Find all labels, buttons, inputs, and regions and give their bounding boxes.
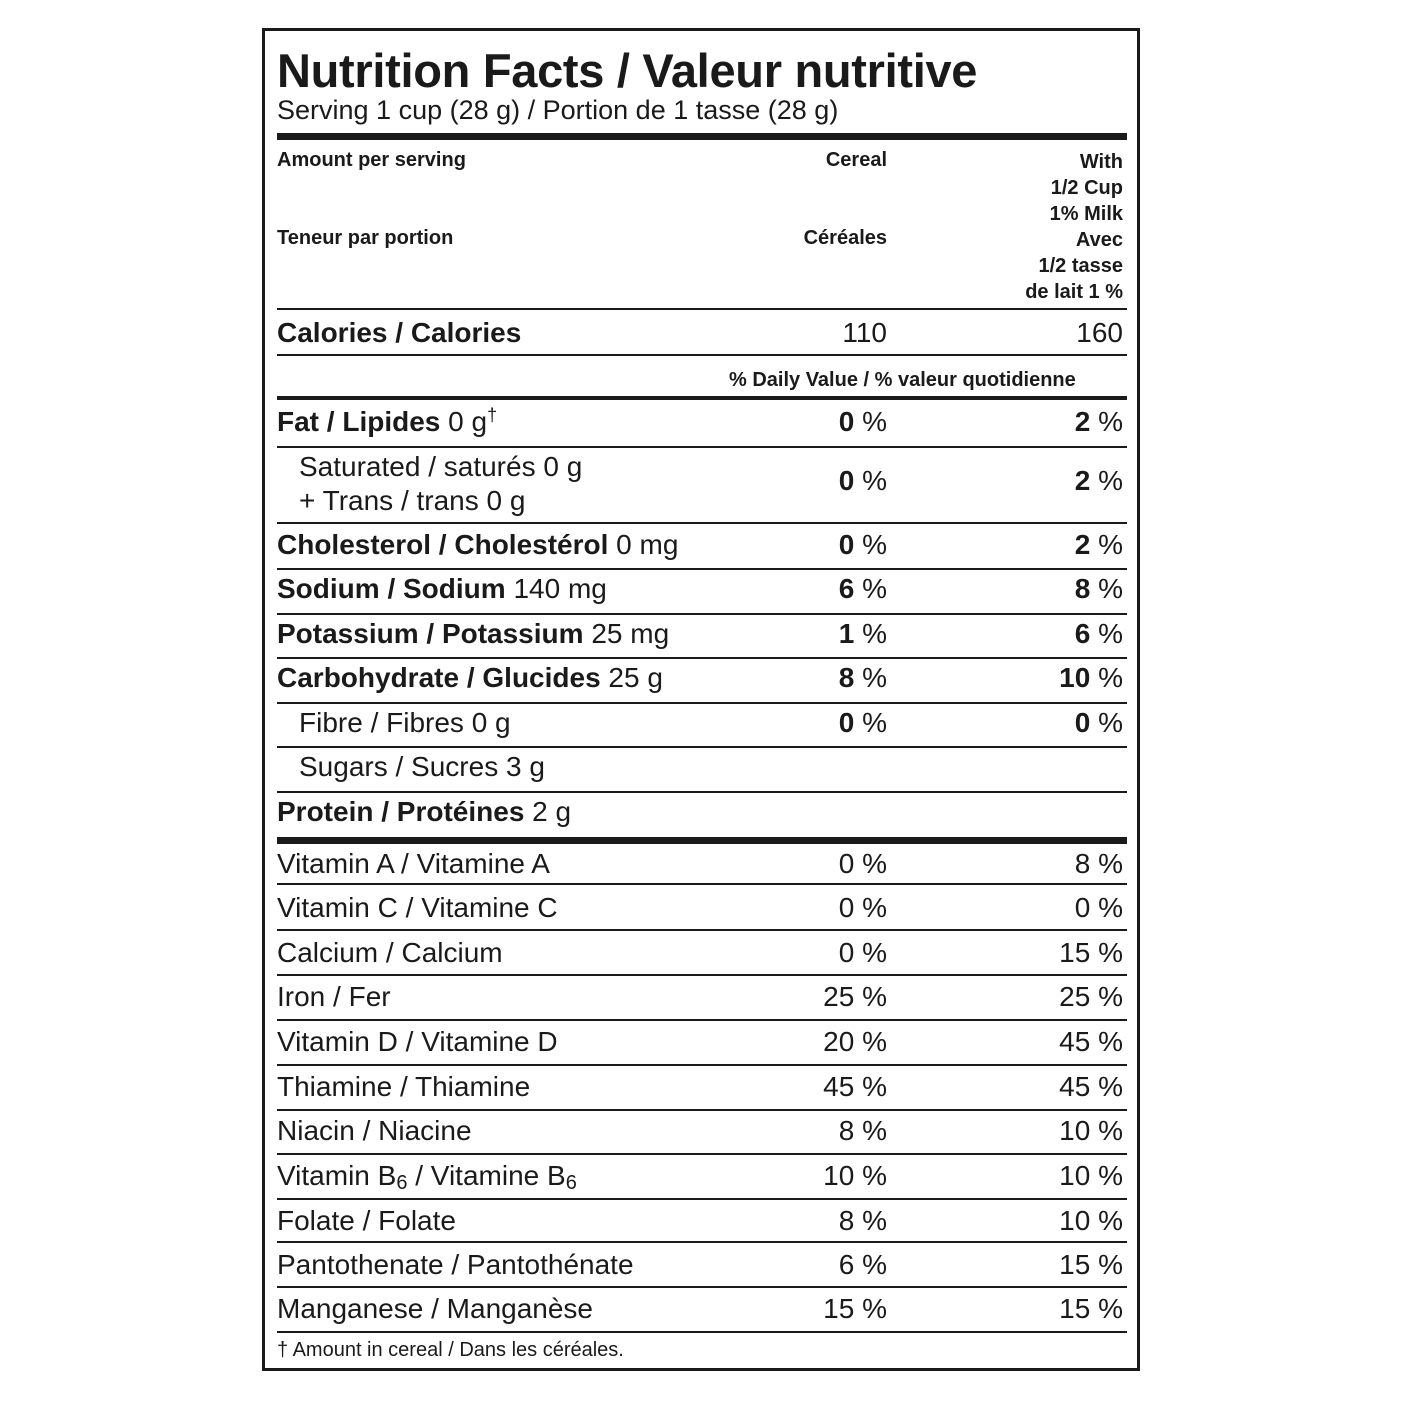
amount-per-serving-fr: Teneur par portion [277,227,454,249]
divider [277,522,1127,524]
vitamin-label: Pantothenate / Pantothénate [277,1249,634,1280]
nutrient-amount: 25 g [600,662,663,693]
vitamin-label [277,1160,577,1192]
nutrient-label: Cholesterol / Cholestérol [277,529,609,560]
milk-dv: 10 % [1059,1115,1123,1146]
milk-dv: 8 % [1074,848,1123,879]
footnote: † Amount in cereal / Dans les céréales. [277,1339,624,1361]
divider [277,1064,1127,1066]
dagger-mark: † [487,405,498,425]
divider [277,1109,1127,1111]
milk-dv: 8 [1074,573,1091,604]
vitamin-label: Vitamin D / Vitamine D [277,1026,558,1057]
serving-size: Serving 1 cup (28 g) / Portion de 1 tasse (28 g) [277,95,839,125]
percent-sign: % [1090,529,1123,560]
col-header-milk-line: de lait 1 % [1025,281,1123,303]
cereal-dv: 8 [838,662,855,693]
cereal-dv: 6 [838,573,855,604]
cereal-dv: 6 % [838,1249,887,1280]
daily-value-header: % Daily Value / % valeur quotidienne [729,369,1076,391]
vitamin-label: Thiamine / Thiamine [277,1071,531,1102]
label-title: Nutrition Facts / Valeur nutritive [277,44,978,97]
col-header-milk-line: With [1079,151,1123,173]
milk-dv: 2 [1074,529,1091,560]
divider [277,746,1127,748]
nutrient-amount: 2 g [524,796,572,827]
vitamin-label: Manganese / Manganèse [277,1293,593,1324]
thick-divider [277,837,1127,844]
percent-sign: % [854,707,887,738]
subscript: 6 [565,1172,577,1194]
percent-sign: % [854,573,887,604]
divider [277,613,1127,615]
percent-sign: % [1090,573,1123,604]
amount-per-serving-en: Amount per serving [277,149,466,171]
percent-sign: % [1090,618,1123,649]
cereal-dv: 1 [838,618,855,649]
col-header-with-milk [1025,149,1123,305]
vitamin-label: Niacin / Niacine [277,1115,472,1146]
cereal-dv: 0 [838,707,855,738]
subscript: 6 [396,1172,408,1194]
percent-sign: % [854,618,887,649]
divider [277,1286,1127,1288]
cereal-dv: 0 [838,406,855,437]
vitamin-label-part: / Vitamine B [407,1160,566,1191]
divider [277,702,1127,704]
milk-dv: 0 % [1074,892,1123,923]
vitamin-label-part: Vitamin B [277,1160,397,1191]
vitamin-label: Folate / Folate [277,1205,456,1236]
col-header-milk-line: Avec [1075,229,1123,251]
nutrient-label: Carbohydrate / Glucides [277,662,601,693]
cereal-dv: 8 % [838,1115,887,1146]
vitamin-label: Iron / Fer [277,981,391,1012]
milk-dv: 2 [1074,465,1091,496]
cereal-dv: 25 % [823,981,887,1012]
vitamin-label: Vitamin A / Vitamine A [277,848,550,879]
divider [277,308,1127,310]
divider [277,1019,1127,1021]
milk-dv: 45 % [1059,1071,1123,1102]
cereal-dv: 10 % [823,1160,887,1191]
percent-sign: % [1090,406,1123,437]
nutrient-row-saturated-trans [277,451,1127,521]
medium-divider [277,396,1127,400]
col-header-milk-line: 1/2 tasse [1038,255,1123,277]
divider [277,1331,1127,1333]
nutrient-amount: 25 mg [583,618,670,649]
nutrient-amount: 140 mg [505,573,607,604]
divider [277,1198,1127,1200]
milk-dv: 15 % [1059,1293,1123,1324]
milk-dv: 10 % [1059,1160,1123,1191]
nutrient-label: Saturated / saturés 0 g [299,451,583,482]
milk-dv: 6 [1074,618,1091,649]
col-header-cereal-en: Cereal [825,149,887,171]
cereal-dv: 15 % [823,1293,887,1324]
milk-dv: 15 % [1059,937,1123,968]
nutrient-label: Sodium / Sodium [277,573,506,604]
divider [277,883,1127,885]
thick-divider [277,133,1127,140]
milk-dv: 10 % [1059,1205,1123,1236]
calories-label: Calories / Calories [277,317,522,348]
calories-milk: 160 [1076,317,1123,348]
nutrition-facts-label [262,28,1140,1371]
cereal-dv: 0 [838,465,855,496]
cereal-dv: 20 % [823,1026,887,1057]
nutrient-label: Sugars / Sucres 3 g [299,751,545,782]
milk-dv: 45 % [1059,1026,1123,1057]
cereal-dv: 45 % [823,1071,887,1102]
vitamin-label: Vitamin C / Vitamine C [277,892,558,923]
nutrient-amount: 0 g [440,406,488,437]
nutrient-label: Fibre / Fibres 0 g [299,707,511,738]
percent-sign: % [854,465,887,496]
percent-sign: % [1090,465,1123,496]
cereal-dv: 8 % [838,1205,887,1236]
milk-dv: 2 [1074,406,1091,437]
nutrient-amount: 0 mg [608,529,679,560]
percent-sign: % [854,662,887,693]
nutrient-label: Potassium / Potassium [277,618,584,649]
divider [277,354,1127,356]
nutrient-label: Protein / Protéines [277,796,525,827]
milk-dv: 0 [1074,707,1091,738]
percent-sign: % [854,529,887,560]
vitamin-label: Calcium / Calcium [277,937,503,968]
milk-dv: 25 % [1059,981,1123,1012]
col-header-cereal-fr: Céréales [803,227,887,249]
divider [277,1241,1127,1243]
percent-sign: % [854,406,887,437]
percent-sign: % [1090,662,1123,693]
col-header-milk-line: 1/2 Cup [1050,177,1123,199]
cereal-dv: 0 % [838,892,887,923]
divider [277,791,1127,793]
cereal-dv: 0 % [838,848,887,879]
milk-dv: 15 % [1059,1249,1123,1280]
divider [277,568,1127,570]
cereal-dv: 0 [838,529,855,560]
percent-sign: % [1090,707,1123,738]
nutrient-label: Fat / Lipides [277,406,441,437]
divider [277,446,1127,448]
cereal-dv: 0 % [838,937,887,968]
divider [277,1153,1127,1155]
divider [277,929,1127,931]
milk-dv: 10 [1059,662,1091,693]
divider [277,974,1127,976]
calories-cereal: 110 [842,317,887,348]
nutrient-label-secondary: + Trans / trans 0 g [299,485,526,516]
col-header-milk-line: 1% Milk [1049,203,1123,225]
divider [277,657,1127,659]
